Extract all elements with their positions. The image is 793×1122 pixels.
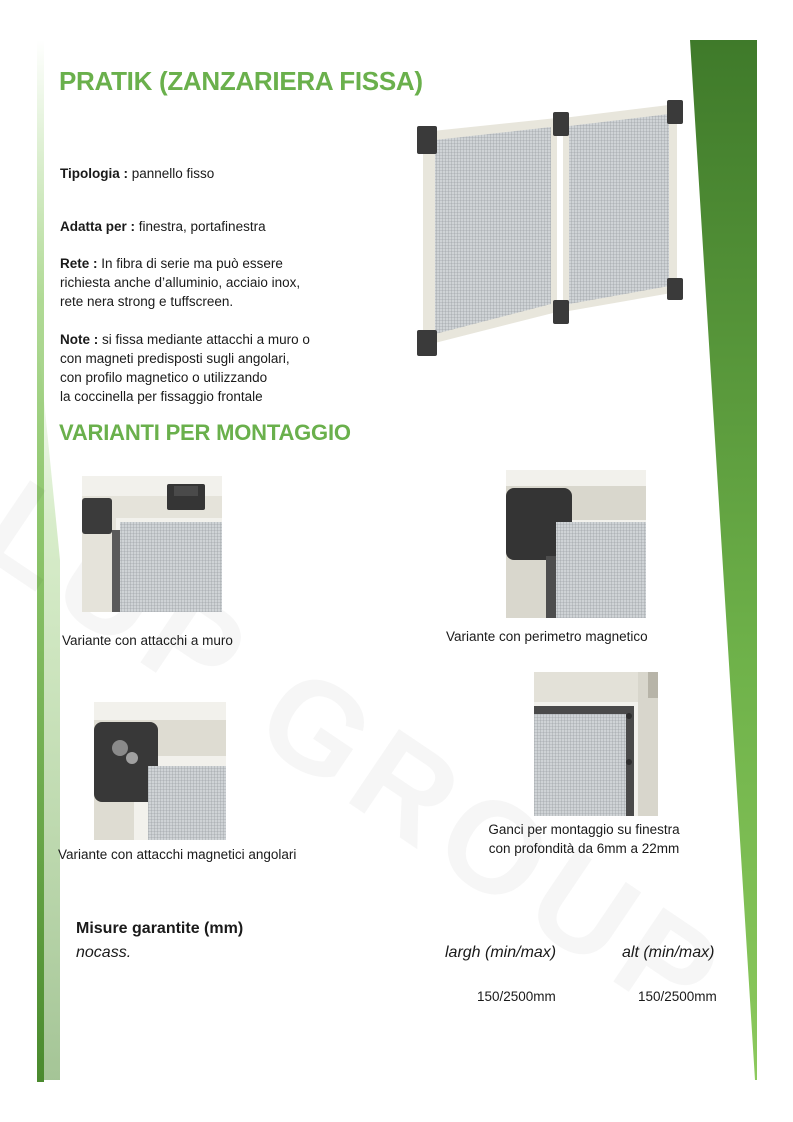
product-image-screen-panels	[415, 98, 687, 360]
variant-caption: Variante con attacchi magnetici angolari	[58, 847, 297, 862]
measures-title: Misure garantite (mm)	[76, 920, 244, 937]
section-title-variants: VARIANTI PER MONTAGGIO	[59, 420, 351, 445]
spec-rete	[60, 254, 300, 311]
spec-value: finestra, portafinestra	[135, 219, 266, 234]
measures-col2-header: alt (min/max)	[622, 944, 715, 961]
variant-magnetic-corner-image	[94, 702, 226, 840]
spec-value: In fibra di serie ma può essere richiesta anche d’alluminio, acciaio inox, rete nera strong e tuffscreen.	[60, 256, 301, 309]
spec-adatta	[60, 217, 266, 236]
spec-label: Adatta per :	[60, 219, 136, 234]
variant-magnetic-perimeter-image	[506, 470, 646, 618]
variant-window-hooks-image	[534, 672, 658, 816]
measures-col2-value: 150/2500mm	[638, 989, 717, 1004]
measures-col1-header: largh (min/max)	[445, 944, 557, 961]
spec-label: Tipologia :	[60, 166, 128, 181]
spec-note	[60, 330, 310, 406]
variant-caption: Variante con perimetro magnetico	[446, 629, 648, 644]
spec-value: pannello fisso	[128, 166, 215, 181]
variant-caption: Variante con attacchi a muro	[62, 633, 233, 648]
spec-value: si fissa mediante attacchi a muro o con magneti predisposti sugli angolari, con profilo magnetico o utilizzando la coccinella per fissaggio frontale	[60, 332, 310, 404]
page-title: PRATIK (ZANZARIERA FISSA)	[59, 66, 423, 96]
variant-caption: Ganci per montaggio su finestra con profondità da 6mm a 22mm	[488, 822, 680, 856]
measures-col1-value: 150/2500mm	[477, 989, 556, 1004]
spec-label: Rete :	[60, 256, 98, 271]
measures-row-label: nocass.	[76, 944, 132, 961]
spec-label: Note :	[60, 332, 99, 347]
spec-tipologia	[60, 164, 214, 183]
variant-wall-mount-image	[82, 476, 222, 612]
